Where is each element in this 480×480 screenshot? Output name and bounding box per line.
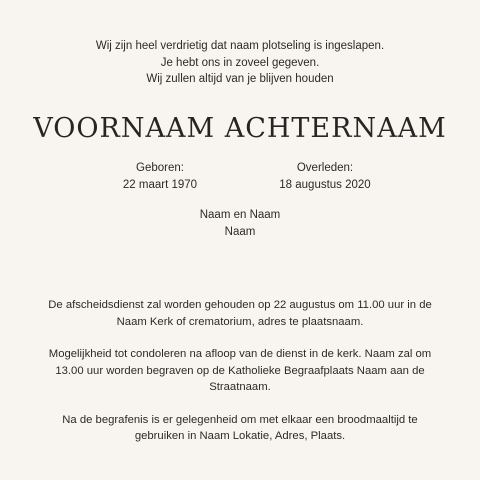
died-block [255,160,395,194]
intro-line-3: Wij zullen altijd van je blijven houden [146,73,334,85]
died-date: 18 augustus 2020 [279,179,371,191]
born-block [110,160,210,194]
reception-paragraph: Na de begrafenis is er gelegenheid om met elkaar een broodmaaltijd te gebruiken in Naam Lokatie, Adres, Plaats. [62,413,418,442]
intro-line-2: Je hebt ons in zoveel gegeven. [160,56,320,69]
intro-text [0,38,480,88]
details [40,297,440,461]
deceased-name: VOORNAAM ACHTERNAAM [33,113,447,144]
service-paragraph: De afscheidsdienst zal worden gehouden op 22 augustus om 11.00 uur in de Naam Kerk of crematorium, adres te plaatsnaam. [48,299,432,328]
survivors-line-1: Naam en Naam [199,209,281,221]
intro-line-1: Wij zijn heel verdrietig dat naam plotseling is ingeslapen. [95,40,385,52]
survivors [0,207,480,240]
died-label: Overleden: [296,162,354,174]
born-date: 22 maart 1970 [122,179,198,191]
born-label: Geboren: [136,162,184,174]
condolence-paragraph: Mogelijkheid tot condoleren na afloop van de dienst in de kerk. Naam zal om 13.00 uur worden begraven op de Katholieke Begraafplaats Naam aan de Straatnaam. [48,348,432,393]
dates-section [0,160,480,194]
survivors-line-2: Naam [224,225,256,238]
